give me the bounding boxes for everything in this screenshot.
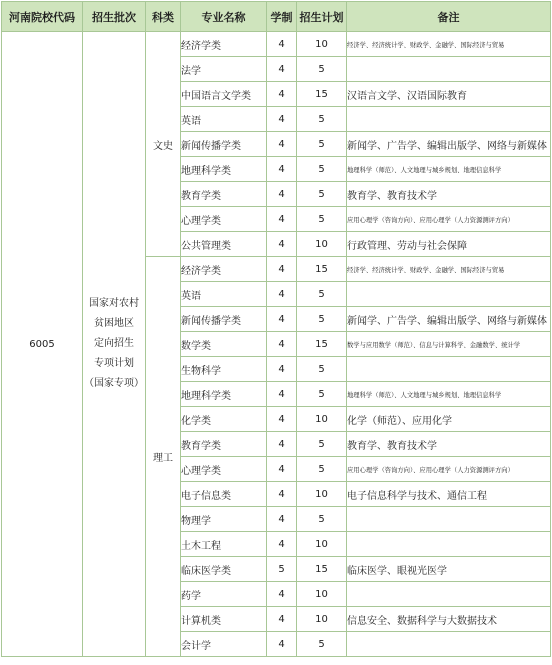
major-cell: 心理学类 [181,207,267,232]
years-cell: 4 [267,582,297,607]
years-cell: 4 [267,407,297,432]
quota-cell: 5 [297,507,347,532]
years-cell: 4 [267,607,297,632]
quota-cell: 10 [297,482,347,507]
major-cell: 新闻传播学类 [181,307,267,332]
remark-cell: 地理科学（师范）、人文地理与城乡规划、地理信息科学 [347,382,551,407]
years-cell: 4 [267,107,297,132]
quota-cell: 15 [297,82,347,107]
major-cell: 法学 [181,57,267,82]
remark-cell: 行政管理、劳动与社会保障 [347,232,551,257]
remark-cell: 新闻学、广告学、编辑出版学、网络与新媒体 [347,132,551,157]
major-cell: 公共管理类 [181,232,267,257]
major-cell: 经济学类 [181,257,267,282]
remark-cell: 地理科学（师范）、人文地理与城乡规划、地理信息科学 [347,157,551,182]
years-cell: 4 [267,207,297,232]
quota-cell: 10 [297,582,347,607]
quota-cell: 5 [297,357,347,382]
batch-line: 定向招生 [94,338,134,349]
quota-cell: 5 [297,632,347,657]
remark-cell: 教育学、教育技术学 [347,182,551,207]
remark-cell: 化学（师范）、应用化学 [347,407,551,432]
major-cell: 中国语言文学类 [181,82,267,107]
years-cell: 4 [267,57,297,82]
quota-cell: 5 [297,107,347,132]
subject-cell: 文史 [146,32,181,257]
years-cell: 4 [267,332,297,357]
years-cell: 4 [267,232,297,257]
years-cell: 4 [267,432,297,457]
remark-cell: 经济学、经济统计学、财政学、金融学、国际经济与贸易 [347,257,551,282]
header-school-code: 河南院校代码 [2,2,83,32]
header-batch: 招生批次 [83,2,146,32]
batch-cell [83,32,146,657]
years-cell: 4 [267,257,297,282]
major-cell: 计算机类 [181,607,267,632]
years-cell: 4 [267,457,297,482]
major-cell: 生物科学 [181,357,267,382]
major-cell: 临床医学类 [181,557,267,582]
remark-cell: 数学与应用数学（师范）、信息与计算科学、金融数学、统计学 [347,332,551,357]
subject-cell: 理工 [146,257,181,657]
years-cell: 4 [267,157,297,182]
table-header [2,2,551,32]
school-code: 6005 [2,32,83,657]
remark-cell: 临床医学、眼视光医学 [347,557,551,582]
header-row [2,2,551,32]
years-cell: 4 [267,507,297,532]
remark-cell: 应用心理学（咨询方向）、应用心理学（人力资源测评方向） [347,457,551,482]
remark-cell [347,357,551,382]
header-remark: 备注 [347,2,551,32]
quota-cell: 5 [297,457,347,482]
quota-cell: 5 [297,57,347,82]
admissions-table [1,1,551,657]
quota-cell: 5 [297,382,347,407]
years-cell: 4 [267,32,297,57]
quota-cell: 5 [297,157,347,182]
quota-cell: 5 [297,207,347,232]
major-cell: 地理科学类 [181,382,267,407]
years-cell: 4 [267,132,297,157]
major-cell: 电子信息类 [181,482,267,507]
remark-cell: 电子信息科学与技术、通信工程 [347,482,551,507]
major-cell: 经济学类 [181,32,267,57]
years-cell: 4 [267,357,297,382]
batch-line: （国家专项） [84,378,144,389]
major-cell: 土木工程 [181,532,267,557]
remark-cell: 汉语言文学、汉语国际教育 [347,82,551,107]
years-cell: 4 [267,82,297,107]
quota-cell: 10 [297,607,347,632]
batch-line: 贫困地区 [94,318,134,329]
years-cell: 4 [267,632,297,657]
major-cell: 物理学 [181,507,267,532]
major-cell: 数学类 [181,332,267,357]
major-cell: 药学 [181,582,267,607]
remark-cell: 应用心理学（咨询方向）、应用心理学（人力资源测评方向） [347,207,551,232]
quota-cell: 15 [297,557,347,582]
major-cell: 地理科学类 [181,157,267,182]
header-major: 专业名称 [181,2,267,32]
batch-line: 国家对农村 [89,298,139,309]
quota-cell: 15 [297,257,347,282]
quota-cell: 5 [297,182,347,207]
table-body [2,32,551,657]
quota-cell: 10 [297,32,347,57]
quota-cell: 5 [297,282,347,307]
major-cell: 会计学 [181,632,267,657]
batch-line: 专项计划 [94,358,134,369]
quota-cell: 10 [297,232,347,257]
remark-cell: 教育学、教育技术学 [347,432,551,457]
years-cell: 4 [267,532,297,557]
major-cell: 心理学类 [181,457,267,482]
major-cell: 新闻传播学类 [181,132,267,157]
remark-cell [347,582,551,607]
years-cell: 4 [267,382,297,407]
quota-cell: 5 [297,307,347,332]
table-row [2,32,551,57]
header-subject: 科类 [146,2,181,32]
major-cell: 化学类 [181,407,267,432]
remark-cell [347,632,551,657]
remark-cell: 经济学、经济统计学、财政学、金融学、国际经济与贸易 [347,32,551,57]
remark-cell [347,282,551,307]
remark-cell: 信息安全、数据科学与大数据技术 [347,607,551,632]
major-cell: 教育学类 [181,432,267,457]
years-cell: 4 [267,307,297,332]
remark-cell [347,107,551,132]
remark-cell [347,532,551,557]
quota-cell: 10 [297,532,347,557]
quota-cell: 15 [297,332,347,357]
years-cell: 4 [267,482,297,507]
remark-cell [347,507,551,532]
remark-cell [347,57,551,82]
header-years: 学制 [267,2,297,32]
header-quota: 招生计划 [297,2,347,32]
quota-cell: 5 [297,132,347,157]
remark-cell: 新闻学、广告学、编辑出版学、网络与新媒体 [347,307,551,332]
years-cell: 4 [267,282,297,307]
years-cell: 4 [267,182,297,207]
quota-cell: 10 [297,407,347,432]
major-cell: 教育学类 [181,182,267,207]
quota-cell: 5 [297,432,347,457]
major-cell: 英语 [181,107,267,132]
major-cell: 英语 [181,282,267,307]
years-cell: 5 [267,557,297,582]
